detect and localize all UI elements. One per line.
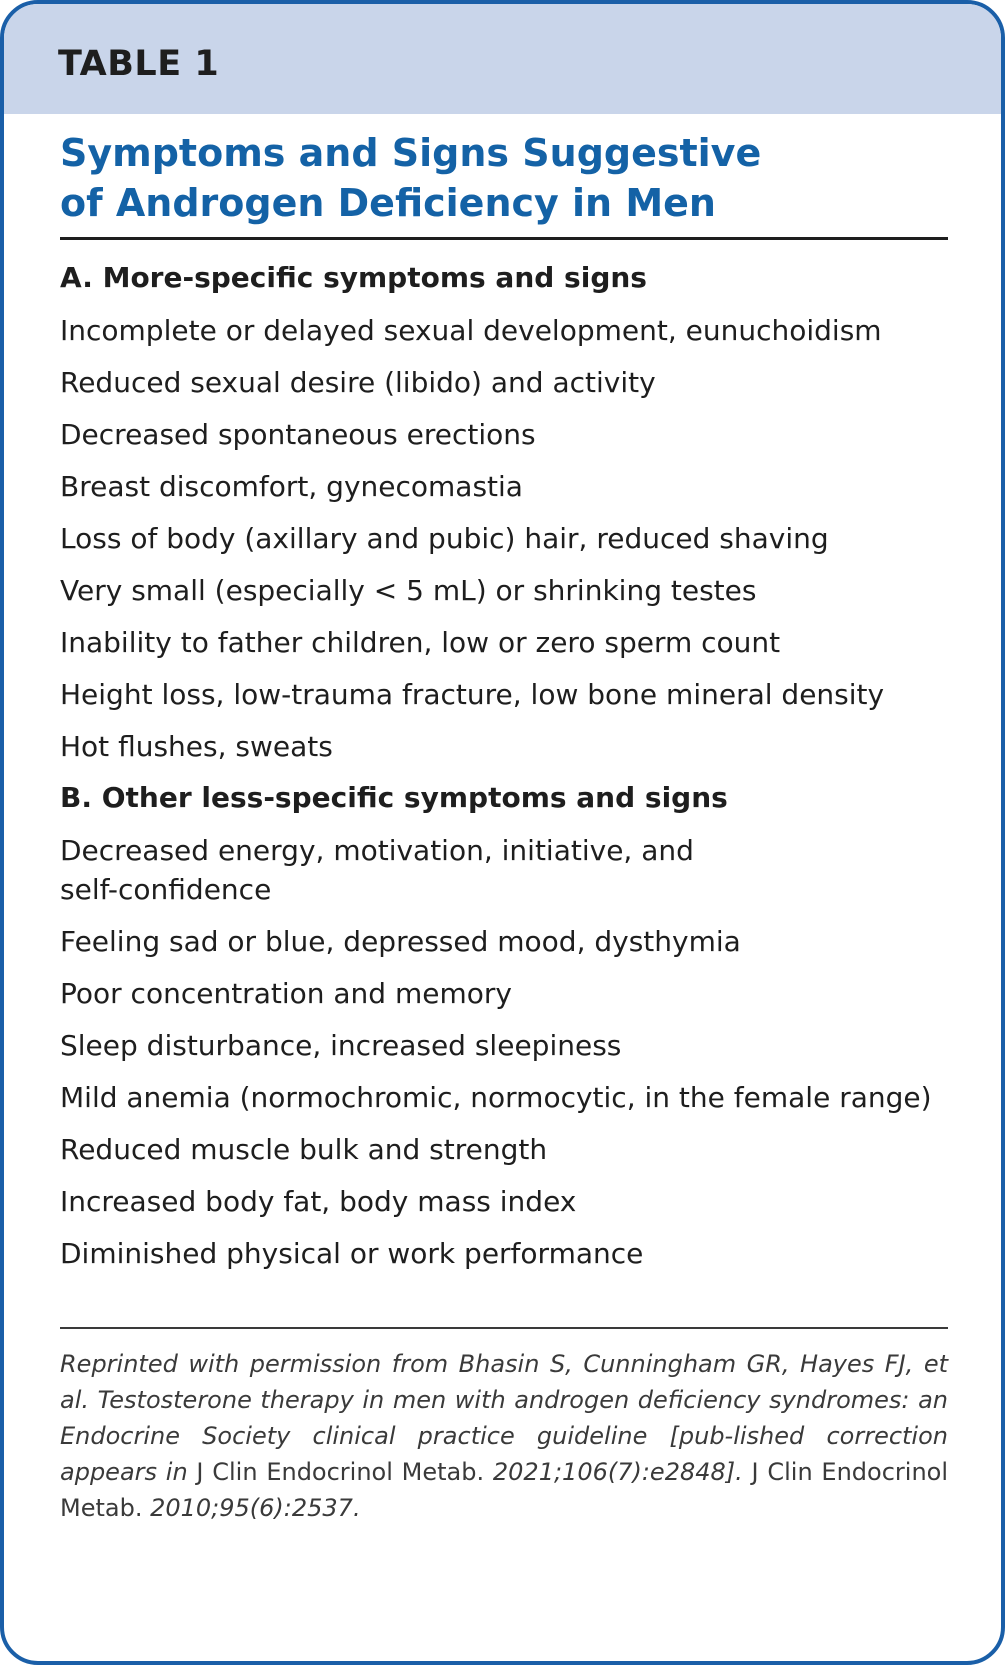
- title-divider: [60, 237, 948, 240]
- list-item: Decreased spontaneous erections: [60, 418, 536, 451]
- symptom-list: [60, 259, 950, 1286]
- list-item: Decreased energy, motivation, initiative, and self-confidence: [60, 834, 694, 906]
- list-item: Very small (especially < 5 mL) or shrinking testes: [60, 574, 757, 607]
- list-item: Increased body fat, body mass index: [60, 1185, 577, 1218]
- table-header-band: [4, 4, 1001, 114]
- list-item: Mild anemia (normochromic, normocytic, in the female range): [60, 1081, 932, 1114]
- table-title-line-2: of Androgen Deficiency in Men: [60, 181, 716, 225]
- list-item: Height loss, low-trauma fracture, low bone mineral density: [60, 678, 885, 711]
- list-item: Breast discomfort, gynecomastia: [60, 470, 523, 503]
- table-label: TABLE 1: [58, 44, 220, 84]
- section-a-heading: A. More-specific symptoms and signs: [60, 261, 647, 294]
- list-item: Reduced sexual desire (libido) and activity: [60, 366, 656, 399]
- list-item: Hot flushes, sweats: [60, 730, 333, 763]
- list-item: Inability to father children, low or zero sperm count: [60, 626, 781, 659]
- footnote-text-2: 2021;106(7):e2848].: [484, 1458, 752, 1486]
- footnote: [60, 1346, 948, 1526]
- footnote-journal-2: J Clin Endocrinol Metab.: [60, 1458, 949, 1522]
- list-item: Loss of body (axillary and pubic) hair, reduced shaving: [60, 522, 829, 555]
- table-title-line-1: Symptoms and Signs Suggestive: [60, 131, 762, 175]
- footnote-divider: [60, 1327, 948, 1329]
- table-title: [60, 128, 860, 228]
- footnote-text-3: 2010;95(6):2537.: [142, 1494, 361, 1522]
- list-item: Reduced muscle bulk and strength: [60, 1133, 548, 1166]
- list-item: Poor concentration and memory: [60, 977, 512, 1010]
- section-b-heading: B. Other less-specific symptoms and signs: [60, 781, 728, 814]
- list-item: Sleep disturbance, increased sleepiness: [60, 1029, 622, 1062]
- list-item: Feeling sad or blue, depressed mood, dysthymia: [60, 925, 741, 958]
- footnote-journal-1: J Clin Endocrinol Metab.: [196, 1458, 485, 1486]
- list-item: Incomplete or delayed sexual development, eunuchoidism: [60, 314, 882, 347]
- footnote-text-1: Reprinted with permission from Bhasin S, Cunningham GR, Hayes FJ, et al. Testosterone therapy in men with androgen deficiency syndromes: an Endocrine Society clinical practice guideline [pub-lished correction appears in: [60, 1350, 948, 1486]
- list-item: Diminished physical or work performance: [60, 1237, 644, 1270]
